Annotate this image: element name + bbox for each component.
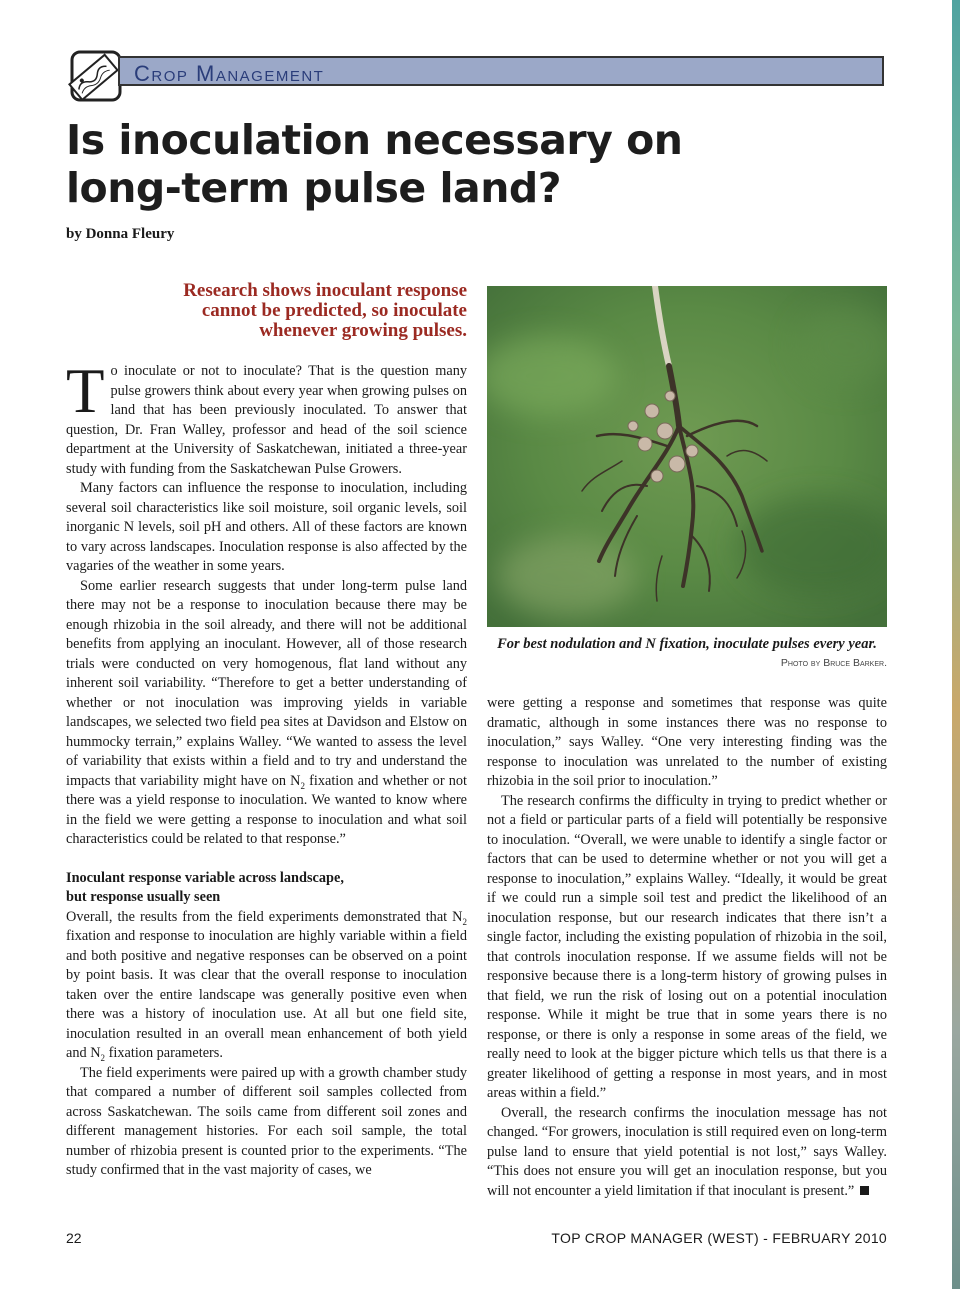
paragraph: The field experiments were paired up with a growth chamber study that compared a number of different soil samples collected from across Saskatchewan. The soils came from different soil zones and different management histories. For each soil sample, the total number of rhizobia present is counted prior to the experiments. “The study confirmed that in the vast majority of cases, we bbox=[66, 1064, 467, 1178]
article-column-1 bbox=[66, 356, 467, 1181]
page-edge-decoration bbox=[952, 0, 960, 1289]
paragraph: Many factors can influence the response to inoculation, including several soil characteristics like soil moisture, soil organic levels, soil inorganic N levels, soil pH and others. All of these factors are known to vary across landscapes. Inoculation response is also affected by the vagaries of the weather in some years. bbox=[66, 480, 467, 574]
paragraph: Overall, the results from the field experiments demonstrated that $N_2$ fixation and response to inoculation are highly variable within a field and both positive and negative responses can be observed on a point by point basis. It was clear that the overall response to inoculation taken over the entire landscape was generally positive even when there was a history of inoculation use. At all but one field site, inoculation resulted in an overall mean enhancement of both yield and $N_2$ fixation parameters. bbox=[66, 908, 467, 1063]
end-mark-icon bbox=[860, 1186, 869, 1195]
crop-management-logo-icon bbox=[66, 48, 124, 104]
subheading: Inoculant response variable across landscape, but response usually seen bbox=[66, 869, 344, 905]
section-header-bar bbox=[118, 56, 884, 86]
photo-caption: For best nodulation and N fixation, inoculate pulses every year. bbox=[497, 636, 877, 652]
root-nodule-photo bbox=[487, 286, 887, 627]
article-column-2 bbox=[487, 694, 887, 1201]
paragraph: To inoculate or not to inoculate? That is the question many pulse growers think about every year when growing pulses on land that has been previously inoculated. To answer that question, Dr. Fran Walley, professor and head of the soil science department at the University of Saskatchewan, initiated a three-year study with funding from the Saskatchewan Pulse Growers. bbox=[66, 356, 467, 477]
byline: by Donna Fleury bbox=[66, 226, 175, 242]
drop-cap: T bbox=[66, 356, 105, 426]
photo-credit: Photo by Bruce Barker. bbox=[780, 657, 887, 669]
paragraph: The research confirms the difficulty in trying to predict whether or not a field or particular parts of a field will potentially be responsive to inoculation. “Overall, we were unable to identify a single factor or factors that can be used to determine whether or not you will get a response to inoculation,” explains Walley. “Ideally, it would be great if we could run a simple soil test and predict the likelihood of an inoculation response, but our research indicates that there isn’t a single factor, including the existing population of rhizobia in the soil, that controls inoculation response. If we assume fields will not be responsive because there is a long-term history of growing pulses in that field, we run the risk of losing out on a potential inoculation response. While it might be true that in some years there is no response, or there is only a response in some areas of the field, we really need to look at the bigger picture which tells us that there is a greater likelihood of getting a response in most years, and in most areas within a field.” bbox=[487, 792, 887, 1101]
paragraph: Some earlier research suggests that under long-term pulse land there may not be a response to inoculation because there may be enough rhizobia in the soil already, and there will not be additional benefits from applying an inoculant. However, all of those research trials were conducted on very homogenous, flat land without any inherent soil variability. “Therefore to get a better understanding of whether or not inoculation was improving yields in variable landscapes, we selected two field pea sites at Davidson and Elstow on hummocky terrain,” explains Walley. “We wanted to assess the level of variability that exists within a field and to try and understand the impacts that variability might have on $N_2$ fixation and whether or not there was a yield response to inoculation. We wanted to know where in the field we were getting a response to inoculation and what soil characteristics could be related to that response.” bbox=[66, 577, 467, 847]
page-number: 22 bbox=[66, 1230, 82, 1246]
paragraph: were getting a response and sometimes that response was quite dramatic, although in some instances there was no response to inoculation,” says Walley. “One very interesting finding was the response to inoculation was unrelated to the number of existing rhizobia in the soil prior to inoculation.” bbox=[487, 695, 887, 789]
paragraph: Overall, the research confirms the inoculation message has not changed. “For growers, inoculation is still required even on long-term pulse land to ensure that yield potential is not lost,” says Walley. “This does not ensure you will get an inoculation response, but you will not encounter a yield limitation if that inoculant is present.” bbox=[487, 1104, 887, 1199]
article-deck: Research shows inoculant response cannot be predicted, so inoculate whenever growing pulses. bbox=[183, 280, 467, 341]
publication-footer: TOP CROP MANAGER (WEST) - FEBRUARY 2010 bbox=[551, 1230, 887, 1246]
article-headline: Is inoculation necessary on long-term pulse land? bbox=[66, 116, 683, 212]
section-title: Crop Management bbox=[134, 61, 325, 86]
